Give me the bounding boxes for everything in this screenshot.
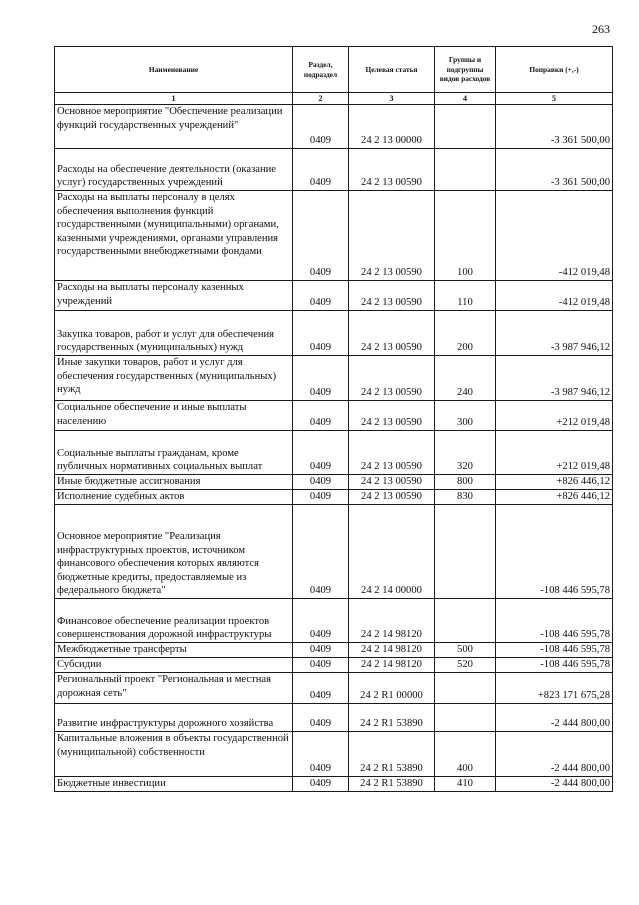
header-amendment: Поправки (+,-) bbox=[496, 47, 613, 93]
row-amount: -2 444 800,00 bbox=[496, 777, 613, 792]
row-name: Расходы на обеспечение деятельности (оказание услуг) государственных учреждений bbox=[55, 149, 293, 191]
table-row bbox=[55, 105, 613, 149]
table-row bbox=[55, 311, 613, 356]
row-expense-group: 500 bbox=[435, 643, 496, 658]
row-target-article: 24 2 13 00590 bbox=[349, 401, 435, 431]
row-name: Исполнение судебных актов bbox=[55, 490, 293, 505]
row-section: 0409 bbox=[293, 431, 349, 475]
row-expense-group bbox=[435, 105, 496, 149]
row-amount: -2 444 800,00 bbox=[496, 704, 613, 732]
table-row bbox=[55, 490, 613, 505]
budget-amendments-table bbox=[54, 46, 613, 792]
row-name: Субсидии bbox=[55, 658, 293, 673]
header-row bbox=[55, 47, 613, 93]
table-row bbox=[55, 356, 613, 401]
row-name: Капитальные вложения в объекты государственной (муниципальной) собственности bbox=[55, 732, 293, 777]
row-name: Иные бюджетные ассигнования bbox=[55, 475, 293, 490]
row-target-article: 24 2 13 00590 bbox=[349, 311, 435, 356]
row-name: Расходы на выплаты персоналу в целях обеспечения выполнения функций государственными (муниципальными) органами, казенными учреждениями, органами управления государственными внебюджетными фондами bbox=[55, 191, 293, 281]
row-name: Основное мероприятие "Реализация инфраструктурных проектов, источником финансового обеспечения которых являются бюджетные кредиты, предоставляемые из федерального бюджета" bbox=[55, 505, 293, 599]
table-row bbox=[55, 401, 613, 431]
row-section: 0409 bbox=[293, 191, 349, 281]
column-number: 3 bbox=[349, 93, 435, 105]
row-section: 0409 bbox=[293, 505, 349, 599]
table-row bbox=[55, 281, 613, 311]
row-expense-group: 240 bbox=[435, 356, 496, 401]
row-target-article: 24 2 13 00590 bbox=[349, 191, 435, 281]
row-section: 0409 bbox=[293, 475, 349, 490]
row-amount: -108 446 595,78 bbox=[496, 658, 613, 673]
row-expense-group: 830 bbox=[435, 490, 496, 505]
row-name: Расходы на выплаты персоналу казенных учреждений bbox=[55, 281, 293, 311]
row-expense-group bbox=[435, 704, 496, 732]
row-name: Межбюджетные трансферты bbox=[55, 643, 293, 658]
row-name: Социальное обеспечение и иные выплаты населению bbox=[55, 401, 293, 431]
row-expense-group bbox=[435, 599, 496, 643]
row-section: 0409 bbox=[293, 356, 349, 401]
row-section: 0409 bbox=[293, 149, 349, 191]
row-amount: -2 444 800,00 bbox=[496, 732, 613, 777]
row-target-article: 24 2 R1 53890 bbox=[349, 732, 435, 777]
row-section: 0409 bbox=[293, 673, 349, 704]
row-target-article: 24 2 13 00590 bbox=[349, 431, 435, 475]
column-number: 2 bbox=[293, 93, 349, 105]
row-expense-group: 410 bbox=[435, 777, 496, 792]
row-expense-group bbox=[435, 505, 496, 599]
row-name: Региональный проект "Региональная и местная дорожная сеть" bbox=[55, 673, 293, 704]
row-target-article: 24 2 13 00000 bbox=[349, 105, 435, 149]
row-name: Закупка товаров, работ и услуг для обеспечения государственных (муниципальных) нужд bbox=[55, 311, 293, 356]
row-target-article: 24 2 13 00590 bbox=[349, 490, 435, 505]
row-target-article: 24 2 13 00590 bbox=[349, 149, 435, 191]
row-expense-group: 200 bbox=[435, 311, 496, 356]
row-section: 0409 bbox=[293, 643, 349, 658]
page-number: 263 bbox=[592, 22, 610, 36]
row-name: Развитие инфраструктуры дорожного хозяйства bbox=[55, 704, 293, 732]
row-section: 0409 bbox=[293, 658, 349, 673]
row-expense-group: 300 bbox=[435, 401, 496, 431]
row-target-article: 24 2 R1 53890 bbox=[349, 777, 435, 792]
row-section: 0409 bbox=[293, 732, 349, 777]
row-section: 0409 bbox=[293, 704, 349, 732]
row-name: Социальные выплаты гражданам, кроме публичных нормативных социальных выплат bbox=[55, 431, 293, 475]
row-expense-group bbox=[435, 149, 496, 191]
row-expense-group: 800 bbox=[435, 475, 496, 490]
column-number: 4 bbox=[435, 93, 496, 105]
table-row bbox=[55, 149, 613, 191]
header-expense-group: Группы и подгруппы видов расходов bbox=[435, 47, 496, 93]
row-section: 0409 bbox=[293, 311, 349, 356]
table-row bbox=[55, 599, 613, 643]
row-target-article: 24 2 13 00590 bbox=[349, 475, 435, 490]
header-name: Наименование bbox=[55, 47, 293, 93]
table-row bbox=[55, 704, 613, 732]
row-target-article: 24 2 R1 53890 bbox=[349, 704, 435, 732]
table-row bbox=[55, 643, 613, 658]
row-amount: -412 019,48 bbox=[496, 191, 613, 281]
column-number: 5 bbox=[496, 93, 613, 105]
column-number-row bbox=[55, 93, 613, 105]
row-amount: -108 446 595,78 bbox=[496, 643, 613, 658]
row-amount: -3 987 946,12 bbox=[496, 311, 613, 356]
row-target-article: 24 2 13 00590 bbox=[349, 281, 435, 311]
row-target-article: 24 2 14 98120 bbox=[349, 658, 435, 673]
table-row bbox=[55, 673, 613, 704]
row-expense-group bbox=[435, 673, 496, 704]
row-amount: -108 446 595,78 bbox=[496, 599, 613, 643]
row-expense-group: 320 bbox=[435, 431, 496, 475]
row-amount: +212 019,48 bbox=[496, 401, 613, 431]
row-name: Иные закупки товаров, работ и услуг для обеспечения государственных (муниципальных) нужд bbox=[55, 356, 293, 401]
row-target-article: 24 2 13 00590 bbox=[349, 356, 435, 401]
table-row bbox=[55, 777, 613, 792]
row-target-article: 24 2 14 00000 bbox=[349, 505, 435, 599]
row-section: 0409 bbox=[293, 777, 349, 792]
table-row bbox=[55, 431, 613, 475]
header-section: Раздел, подраздел bbox=[293, 47, 349, 93]
row-amount: +826 446,12 bbox=[496, 490, 613, 505]
row-section: 0409 bbox=[293, 401, 349, 431]
row-amount: +823 171 675,28 bbox=[496, 673, 613, 704]
row-amount: -3 987 946,12 bbox=[496, 356, 613, 401]
table-row bbox=[55, 732, 613, 777]
row-name: Основное мероприятие "Обеспечение реализации функций государственных учреждений" bbox=[55, 105, 293, 149]
row-expense-group: 520 bbox=[435, 658, 496, 673]
row-amount: -412 019,48 bbox=[496, 281, 613, 311]
row-amount: -108 446 595,78 bbox=[496, 505, 613, 599]
row-section: 0409 bbox=[293, 281, 349, 311]
row-name: Бюджетные инвестиции bbox=[55, 777, 293, 792]
row-amount: +826 446,12 bbox=[496, 475, 613, 490]
row-expense-group: 110 bbox=[435, 281, 496, 311]
row-target-article: 24 2 14 98120 bbox=[349, 643, 435, 658]
row-name: Финансовое обеспечение реализации проектов совершенствования дорожной инфраструктуры bbox=[55, 599, 293, 643]
header-target-article: Целевая статья bbox=[349, 47, 435, 93]
row-amount: +212 019,48 bbox=[496, 431, 613, 475]
row-amount: -3 361 500,00 bbox=[496, 149, 613, 191]
table-row bbox=[55, 191, 613, 281]
table-row bbox=[55, 475, 613, 490]
row-expense-group: 100 bbox=[435, 191, 496, 281]
row-amount: -3 361 500,00 bbox=[496, 105, 613, 149]
table-row bbox=[55, 658, 613, 673]
row-target-article: 24 2 R1 00000 bbox=[349, 673, 435, 704]
row-section: 0409 bbox=[293, 105, 349, 149]
column-number: 1 bbox=[55, 93, 293, 105]
row-section: 0409 bbox=[293, 490, 349, 505]
row-section: 0409 bbox=[293, 599, 349, 643]
row-expense-group: 400 bbox=[435, 732, 496, 777]
row-target-article: 24 2 14 98120 bbox=[349, 599, 435, 643]
table-row bbox=[55, 505, 613, 599]
